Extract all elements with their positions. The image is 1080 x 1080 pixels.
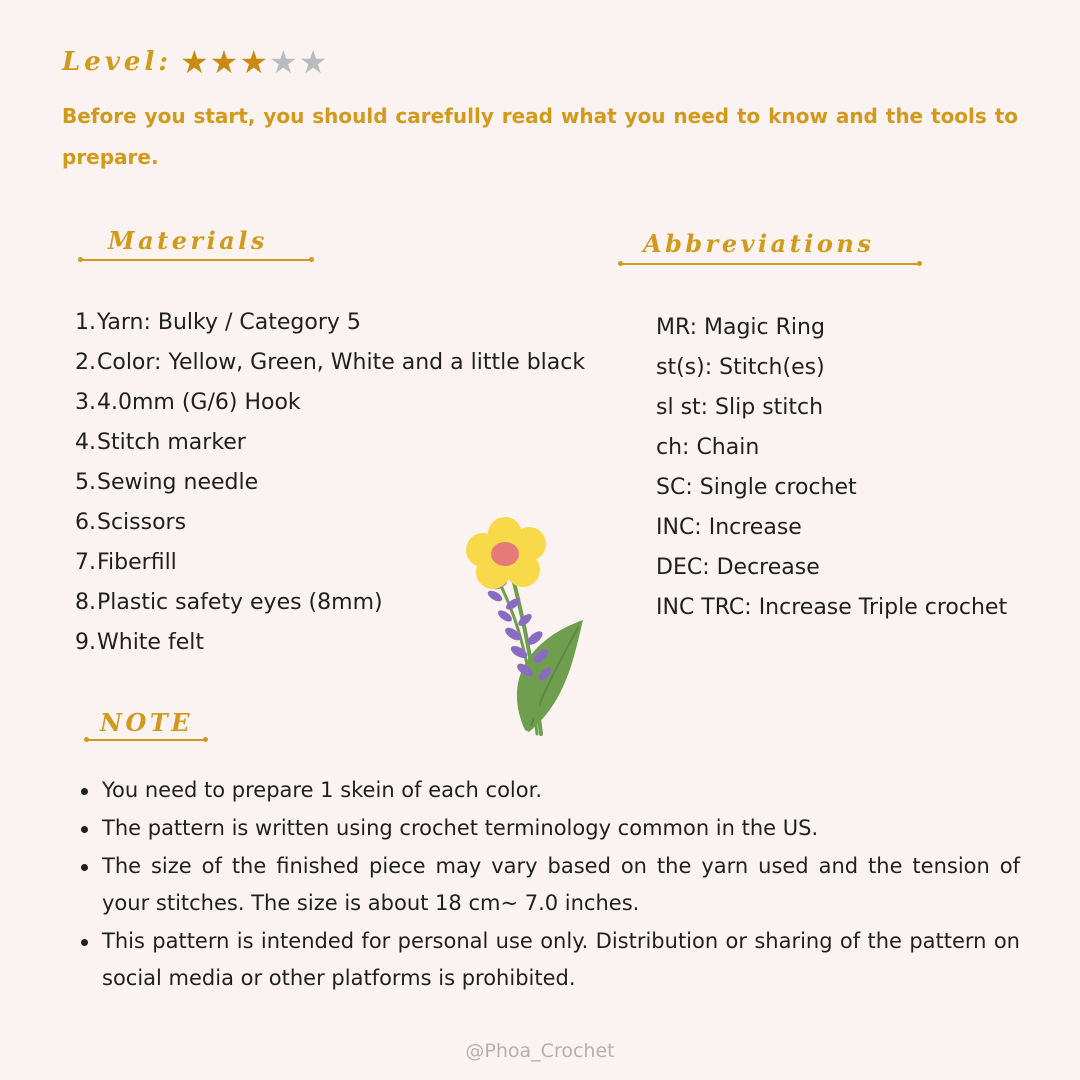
list-item <box>62 423 585 463</box>
list-number: 9. <box>75 630 96 655</box>
list-item: This pattern is intended for personal use only. Distribution or sharing of the pattern on social media or other platforms is prohibited. <box>80 923 1020 997</box>
star-icon: ★ <box>209 43 239 81</box>
note-title: NOTE <box>100 708 193 737</box>
list-number: 5. <box>75 470 96 495</box>
list-item: The size of the finished piece may vary based on the yarn used and the tension of your stitches. The size is about 18 cm~ 7.0 inches. <box>80 848 1020 922</box>
star-icon: ★ <box>239 43 269 81</box>
star-rating <box>180 42 328 82</box>
abbreviations-list <box>656 308 1007 628</box>
flower-illustration <box>455 512 595 742</box>
list-item: MR: Magic Ring <box>656 315 825 340</box>
list-item: sl st: Slip stitch <box>656 395 824 420</box>
list-text: 4.0mm (G/6) Hook <box>97 390 301 415</box>
list-number: 2. <box>75 350 96 375</box>
list-text: Yarn: Bulky / Category 5 <box>97 310 361 335</box>
star-icon: ★ <box>179 43 209 81</box>
footer-handle: @Phoa_Crochet <box>465 1040 615 1062</box>
star-icon: ★ <box>298 43 328 81</box>
list-number: 3. <box>75 390 96 415</box>
list-text: Fiberfill <box>97 550 177 575</box>
star-icon: ★ <box>269 43 298 81</box>
list-item: DEC: Decrease <box>656 555 820 580</box>
list-item <box>62 303 585 343</box>
list-text: Sewing needle <box>97 470 259 495</box>
list-item <box>62 343 585 383</box>
list-item: INC TRC: Increase Triple crochet <box>656 595 1008 620</box>
abbreviations-underline <box>620 263 920 265</box>
list-item: INC: Increase <box>656 515 802 540</box>
list-number: 4. <box>75 430 96 455</box>
list-text: Color: Yellow, Green, White and a little black <box>97 350 586 375</box>
list-item: ch: Chain <box>656 435 760 460</box>
list-item: SC: Single crochet <box>656 475 857 500</box>
note-list <box>80 772 1020 998</box>
list-item <box>62 463 585 503</box>
list-item: st(s): Stitch(es) <box>656 355 825 380</box>
list-number: 1. <box>75 310 96 335</box>
materials-underline <box>80 259 312 261</box>
list-item <box>62 383 585 423</box>
list-text: White felt <box>97 630 204 655</box>
list-number: 7. <box>75 550 96 575</box>
list-item: The pattern is written using crochet terminology common in the US. <box>80 810 1020 847</box>
level-label: Level: <box>62 47 172 77</box>
level-rating <box>62 42 328 82</box>
list-text: Stitch marker <box>97 430 246 455</box>
abbreviations-title: Abbreviations <box>643 229 875 258</box>
list-number: 8. <box>75 590 96 615</box>
list-item: You need to prepare 1 skein of each color. <box>80 772 1020 809</box>
note-underline <box>86 739 206 741</box>
list-text: Plastic safety eyes (8mm) <box>97 590 383 615</box>
materials-title: Materials <box>108 226 268 255</box>
list-number: 6. <box>75 510 96 535</box>
intro-text: Before you start, you should carefully read what you need to know and the tools to prepare. <box>62 104 1018 169</box>
list-text: Scissors <box>97 510 187 535</box>
